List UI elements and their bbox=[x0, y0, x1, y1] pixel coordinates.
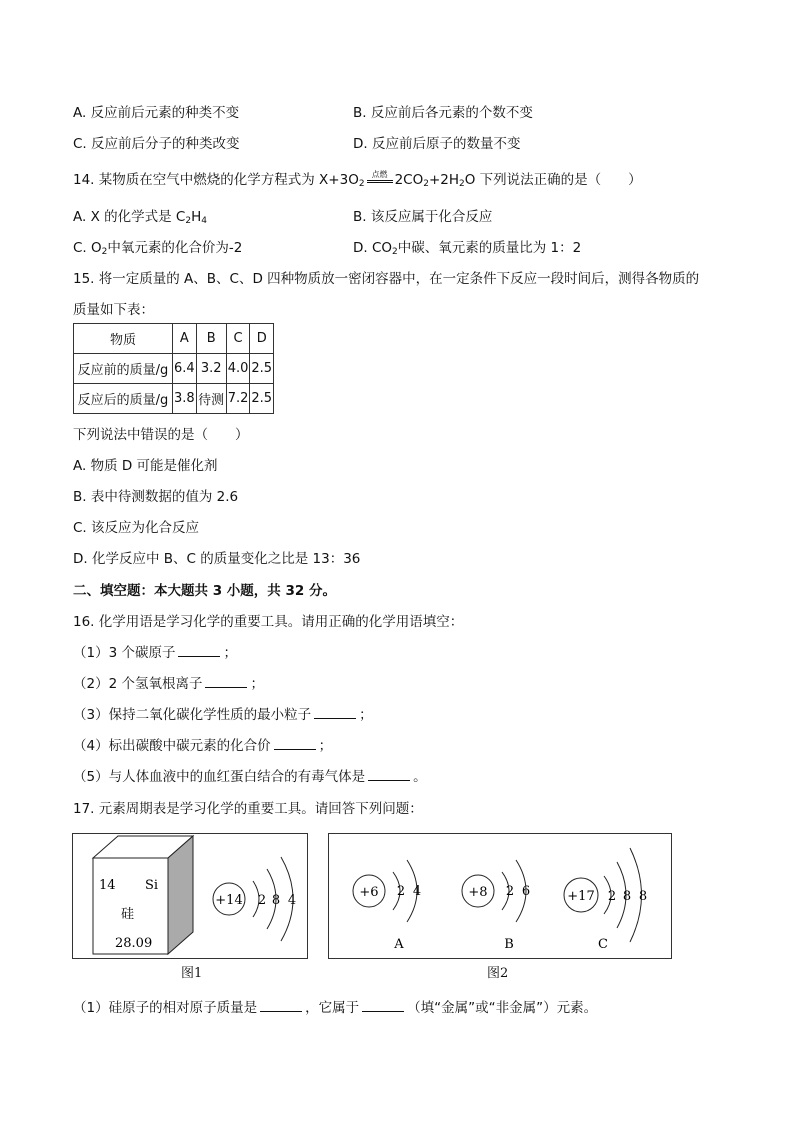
table-header-cell: A bbox=[173, 324, 197, 354]
atom-label: C bbox=[598, 937, 608, 952]
table-header-cell: D bbox=[250, 324, 274, 354]
q14-d-text: D. CO bbox=[353, 240, 393, 256]
answer-blank[interactable] bbox=[314, 706, 356, 719]
q16-item-3 bbox=[73, 706, 373, 724]
q14-sub: 2 bbox=[392, 247, 398, 257]
q15-stem-line1: 15. 将一定质量的 A、B、C、D 四种物质放一密闭容器中，在一定条件下反应一段时间后，测得各物质的 bbox=[73, 271, 700, 287]
answer-blank[interactable] bbox=[205, 675, 247, 688]
nucleus-charge: +14 bbox=[215, 893, 243, 908]
silicon-figure bbox=[73, 834, 307, 958]
q16-item-text: （2）2 个氢氧根离子 bbox=[73, 676, 203, 692]
punctuation: ； bbox=[359, 707, 373, 723]
shell-electrons: 4 bbox=[287, 893, 297, 908]
table-cell: 6.4 bbox=[173, 354, 197, 384]
table-cell: 3.2 bbox=[196, 354, 226, 384]
q14-stem-text: +2H bbox=[428, 172, 460, 188]
q14-c-text: C. O bbox=[73, 240, 102, 256]
q14-sub: 2 bbox=[185, 216, 192, 226]
q16-item-text: （1）3 个碳原子 bbox=[73, 645, 176, 661]
q14-a-text: H bbox=[191, 209, 202, 225]
shell-electrons: 4 bbox=[412, 884, 422, 899]
table-header-cell: 物质 bbox=[74, 324, 173, 354]
q17-sub1-text: （填“金属”或“非金属”）元素。 bbox=[407, 1000, 598, 1016]
element-symbol: Si bbox=[145, 878, 159, 893]
table-header-row bbox=[74, 324, 274, 354]
q14-option-b: B. 该反应属于化合反应 bbox=[353, 209, 493, 225]
table-cell: 4.0 bbox=[226, 354, 250, 384]
q13-option-b: B. 反应前后各元素的个数不变 bbox=[353, 105, 533, 121]
figure-1-caption: 图1 bbox=[181, 966, 203, 981]
q14-option-c bbox=[73, 239, 242, 257]
table-header-cell: C bbox=[226, 324, 250, 354]
atom-structures-figure bbox=[329, 834, 671, 958]
answer-blank[interactable] bbox=[368, 768, 410, 781]
q14-a-text: A. X 的化学式是 C bbox=[73, 209, 186, 225]
q13-option-c: C. 反应前后分子的种类改变 bbox=[73, 136, 240, 152]
nucleus-charge: +17 bbox=[567, 889, 595, 904]
q16-item-text: （4）标出碳酸中碳元素的化合价 bbox=[73, 738, 271, 754]
q16-item-text: （5）与人体血液中的血红蛋白结合的有毒气体是 bbox=[73, 769, 366, 785]
q14-d-text: 中碳、氧元素的质量比为 1：2 bbox=[397, 240, 582, 256]
table-cell: 3.8 bbox=[173, 384, 197, 414]
shell-electrons: 8 bbox=[638, 889, 648, 904]
q15-option-b: B. 表中待测数据的值为 2.6 bbox=[73, 489, 239, 505]
nucleus-charge: +6 bbox=[359, 885, 379, 900]
shell-electrons: 6 bbox=[521, 884, 531, 899]
atom-label: A bbox=[394, 937, 404, 952]
q17-stem: 17. 元素周期表是学习化学的重要工具。请回答下列问题： bbox=[73, 801, 423, 817]
answer-blank[interactable] bbox=[274, 737, 316, 750]
q14-sub: 2 bbox=[101, 247, 108, 257]
q16-item-4 bbox=[73, 737, 332, 755]
q14-sub: 2 bbox=[459, 179, 465, 189]
answer-blank[interactable] bbox=[362, 999, 404, 1012]
answer-blank[interactable] bbox=[178, 644, 220, 657]
q13-option-d: D. 反应前后原子的数量不变 bbox=[353, 136, 521, 152]
q15-option-c: C. 该反应为化合反应 bbox=[73, 520, 200, 536]
figure-2-caption: 图2 bbox=[487, 966, 509, 981]
table-header-cell: B bbox=[196, 324, 226, 354]
q15-option-a: A. 物质 D 可能是催化剂 bbox=[73, 458, 218, 474]
atomic-mass: 28.09 bbox=[115, 936, 153, 951]
q16-item-1 bbox=[73, 644, 237, 662]
q14-stem-text: 2CO bbox=[394, 172, 424, 188]
q14-option-d bbox=[353, 239, 581, 257]
figure-1 bbox=[72, 833, 308, 959]
table-cell: 反应前的质量/g bbox=[74, 354, 173, 384]
punctuation: ； bbox=[223, 645, 237, 661]
q14-stem-text: 14. 某物质在空气中燃烧的化学方程式为 X+3O bbox=[73, 172, 359, 188]
table-cell: 2.5 bbox=[250, 384, 274, 414]
q17-sub1-text: ，它属于 bbox=[305, 1000, 360, 1016]
q15-option-d: D. 化学反应中 B、C 的质量变化之比是 13：36 bbox=[73, 551, 361, 567]
nucleus-charge: +8 bbox=[468, 885, 488, 900]
q14-c-text: 中氧元素的化合价为-2 bbox=[107, 240, 243, 256]
q16-item-5 bbox=[73, 768, 427, 786]
table-cell: 待测 bbox=[196, 384, 226, 414]
punctuation: ； bbox=[318, 738, 333, 754]
table-cell: 7.2 bbox=[226, 384, 250, 414]
atomic-number: 14 bbox=[99, 878, 116, 893]
figure-2 bbox=[328, 833, 672, 959]
section-heading: 二、填空题：本大题共 3 小题，共 32 分。 bbox=[73, 583, 336, 599]
shell-electrons: 8 bbox=[271, 893, 281, 908]
table-cell: 2.5 bbox=[250, 354, 274, 384]
condition-label: 点燃 bbox=[371, 170, 388, 179]
table-cell: 反应后的质量/g bbox=[74, 384, 173, 414]
punctuation: 。 bbox=[413, 769, 427, 785]
table-row bbox=[74, 354, 274, 384]
q13-option-a: A. 反应前后元素的种类不变 bbox=[73, 105, 240, 121]
q14-option-a bbox=[73, 208, 207, 226]
q14-sub: 2 bbox=[358, 179, 365, 189]
table-row bbox=[74, 384, 274, 414]
punctuation: ； bbox=[250, 676, 264, 692]
shell-electrons: 2 bbox=[505, 884, 515, 899]
q14-stem bbox=[73, 171, 642, 189]
q14-sub: 4 bbox=[201, 216, 207, 226]
q16-item-text: （3）保持二氧化碳化学性质的最小粒子 bbox=[73, 707, 312, 723]
mass-table bbox=[73, 323, 274, 414]
q16-stem: 16. 化学用语是学习化学的重要工具。请用正确的化学用语填空： bbox=[73, 614, 464, 630]
q17-sub-question-1 bbox=[73, 999, 597, 1017]
shell-electrons: 8 bbox=[622, 889, 632, 904]
q15-stem-line2: 质量如下表： bbox=[73, 302, 154, 318]
answer-blank[interactable] bbox=[260, 999, 302, 1012]
element-name: 硅 bbox=[121, 907, 135, 922]
q14-stem-text: O 下列说法正确的是（ ） bbox=[464, 172, 642, 188]
atom-label: B bbox=[504, 937, 514, 952]
q15-question: 下列说法中错误的是（ ） bbox=[73, 427, 249, 443]
q16-item-2 bbox=[73, 675, 264, 693]
reaction-condition bbox=[367, 171, 393, 189]
shell-electrons: 2 bbox=[257, 893, 267, 908]
shell-electrons: 2 bbox=[607, 889, 617, 904]
q17-sub1-text: （1）硅原子的相对原子质量是 bbox=[73, 1000, 258, 1016]
shell-electrons: 2 bbox=[396, 884, 406, 899]
q14-sub: 2 bbox=[423, 179, 429, 189]
